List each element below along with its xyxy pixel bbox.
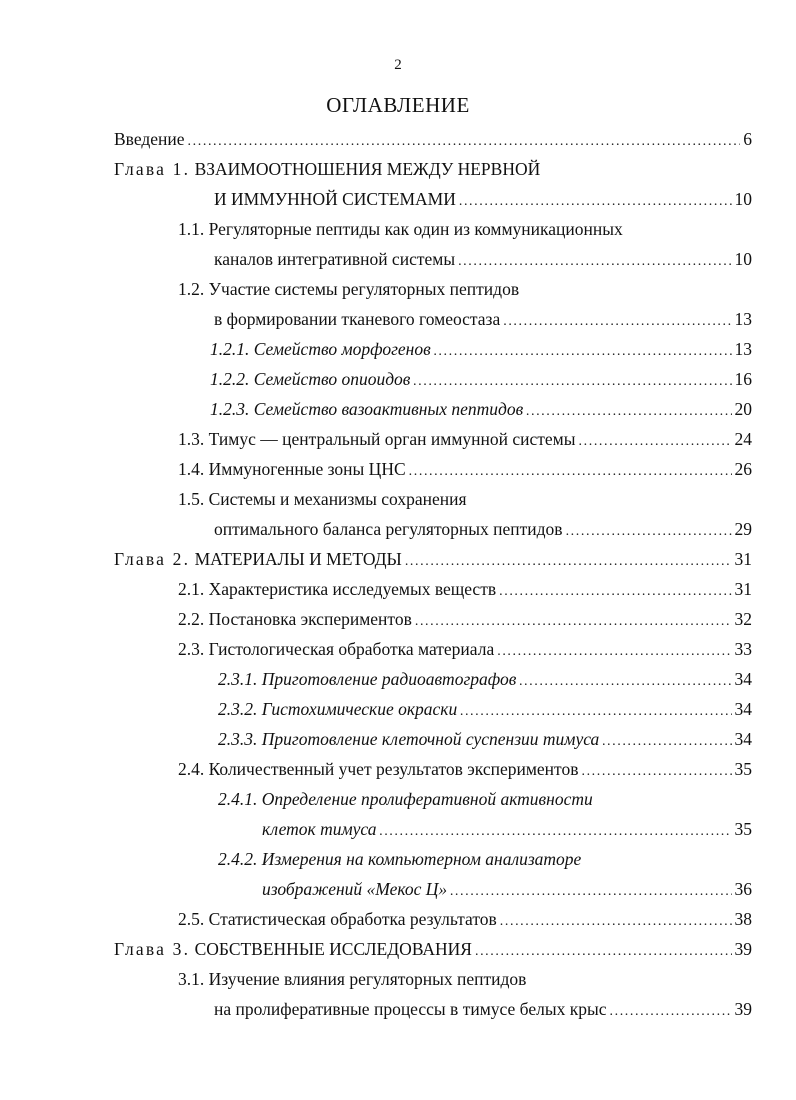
toc-entry-text: 2.3. Гистологическая обработка материала <box>178 639 495 659</box>
toc-entry-page: 13 <box>734 309 752 329</box>
toc-entry-page: 32 <box>734 609 752 629</box>
toc-entry-page: 6 <box>743 129 752 149</box>
toc-entry-page: 26 <box>734 459 752 479</box>
toc-entry-page: 24 <box>734 429 752 449</box>
toc-entry-text: 2.4. Количественный учет результатов экспериментов <box>178 759 579 779</box>
dot-leader <box>379 820 731 844</box>
dot-leader <box>458 250 731 274</box>
toc-entry-text: ВЗАИМООТНОШЕНИЯ МЕЖДУ НЕРВНОЙ <box>194 159 541 179</box>
toc-entry-text: И ИММУННОЙ СИСТЕМАМИ <box>214 189 456 209</box>
toc-entry-1-2[interactable] <box>178 277 519 301</box>
toc-entry-chapter-1-cont[interactable] <box>214 187 752 211</box>
toc-entry-text: 1.2.3. Семейство вазоактивных пептидов <box>210 399 524 419</box>
dot-leader <box>475 940 732 964</box>
toc-entry-3-1[interactable] <box>178 967 526 991</box>
toc-entry-page: 34 <box>734 699 752 719</box>
toc-entry-page: 34 <box>734 729 752 749</box>
toc-entry-page: 16 <box>734 369 752 389</box>
toc-entry-text: 1.2. Участие системы регуляторных пептидов <box>178 279 520 299</box>
toc-entry-page: 35 <box>734 759 752 779</box>
toc-entry-text: 1.5. Системы и механизмы сохранения <box>178 489 467 509</box>
toc-entry-text: Введение <box>114 129 185 149</box>
toc-entry-2-3-3[interactable] <box>218 727 752 751</box>
toc-entry-text: каналов интегративной системы <box>214 249 456 269</box>
dot-leader <box>503 310 731 334</box>
dot-leader <box>415 610 732 634</box>
toc-entry-text: 2.3.1. Приготовление радиоавтографов <box>218 669 517 689</box>
toc-entry-2-4[interactable] <box>178 757 752 781</box>
toc-entry-page: 36 <box>734 879 752 899</box>
toc-entry-text: 1.2.1. Семейство морфогенов <box>210 339 431 359</box>
toc-entry-page: 39 <box>734 939 752 959</box>
toc-entry-text: СОБСТВЕННЫЕ ИССЛЕДОВАНИЯ <box>194 939 472 959</box>
dot-leader <box>610 1000 732 1024</box>
toc-entry-1-5[interactable] <box>178 487 467 511</box>
dot-leader <box>602 730 731 754</box>
dot-leader <box>413 370 731 394</box>
toc-entry-chapter-3[interactable] <box>114 937 752 961</box>
dot-leader <box>409 460 732 484</box>
toc-entry-2-1[interactable] <box>178 577 752 601</box>
toc-entry-text: 2.4.1. Определение пролиферативной активности <box>218 789 593 809</box>
toc-entry-page: 20 <box>734 399 752 419</box>
toc-entry-2-4-2[interactable] <box>218 847 581 871</box>
dot-leader <box>581 760 731 784</box>
toc-entry-2-3-1[interactable] <box>218 667 752 691</box>
toc-entry-introduction[interactable] <box>114 127 752 151</box>
toc-entry-text: 1.2.2. Семейство опиоидов <box>210 369 411 389</box>
toc-entry-1-2-2[interactable] <box>210 367 752 391</box>
dot-leader <box>500 910 732 934</box>
toc-entry-2-5[interactable] <box>178 907 752 931</box>
toc-entry-1-1-cont[interactable] <box>214 247 752 271</box>
toc-entry-2-4-1[interactable] <box>218 787 593 811</box>
toc-entry-1-2-1[interactable] <box>210 337 752 361</box>
toc-entry-2-2[interactable] <box>178 607 752 631</box>
dot-leader <box>460 700 731 724</box>
dot-leader <box>405 550 732 574</box>
toc-entry-text: клеток тимуса <box>262 819 377 839</box>
toc-entry-1-2-cont[interactable] <box>214 307 752 331</box>
toc-entry-text: в формировании тканевого гомеостаза <box>214 309 501 329</box>
toc-entry-chapter-2[interactable] <box>114 547 752 571</box>
chapter-label: Глава 2. <box>114 549 191 569</box>
toc-entry-chapter-1[interactable] <box>114 157 540 181</box>
toc-entry-text: 2.4.2. Измерения на компьютерном анализаторе <box>218 849 582 869</box>
dot-leader <box>526 400 731 424</box>
toc-entry-2-3[interactable] <box>178 637 752 661</box>
dot-leader <box>450 880 731 904</box>
toc-entry-text: 2.5. Статистическая обработка результатов <box>178 909 497 929</box>
dot-leader <box>188 130 741 154</box>
toc-entry-text: 2.3.2. Гистохимические окраски <box>218 699 458 719</box>
toc-entry-page: 39 <box>734 999 752 1019</box>
chapter-label: Глава 3. <box>114 939 191 959</box>
dot-leader <box>566 520 732 544</box>
toc-entry-page: 29 <box>734 519 752 539</box>
toc-entry-text: 2.1. Характеристика исследуемых веществ <box>178 579 497 599</box>
dot-leader <box>459 190 732 214</box>
toc-entry-text: оптимального баланса регуляторных пептидов <box>214 519 563 539</box>
toc-entry-page: 38 <box>734 909 752 929</box>
dot-leader <box>497 640 731 664</box>
toc-entry-1-1[interactable] <box>178 217 623 241</box>
toc-entry-page: 10 <box>734 249 752 269</box>
dot-leader <box>579 430 732 454</box>
toc-entry-2-4-2-cont[interactable] <box>262 877 752 901</box>
toc-entry-text: 2.2. Постановка экспериментов <box>178 609 412 629</box>
dot-leader <box>434 340 732 364</box>
toc-entry-page: 13 <box>734 339 752 359</box>
toc-entry-page: 31 <box>734 579 752 599</box>
toc-entry-text: 1.4. Иммуногенные зоны ЦНС <box>178 459 406 479</box>
toc-entry-1-4[interactable] <box>178 457 752 481</box>
toc-entry-page: 33 <box>734 639 752 659</box>
chapter-label: Глава 1. <box>114 159 191 179</box>
toc-entry-text: изображений «Мекос Ц» <box>262 879 448 899</box>
toc-entry-text: 1.3. Тимус — центральный орган иммунной системы <box>178 429 576 449</box>
toc-entry-3-1-cont[interactable] <box>214 997 752 1021</box>
page-number: 2 <box>394 57 402 73</box>
toc-entry-1-3[interactable] <box>178 427 752 451</box>
toc-entry-text: 1.1. Регуляторные пептиды как один из коммуникационных <box>178 219 623 239</box>
toc-entry-2-3-2[interactable] <box>218 697 752 721</box>
toc-entry-page: 10 <box>734 189 752 209</box>
toc-entry-page: 35 <box>734 819 752 839</box>
toc-entry-1-2-3[interactable] <box>210 397 752 421</box>
toc-entry-text: на пролиферативные процессы в тимусе белых крыс <box>214 999 607 1019</box>
dot-leader <box>519 670 731 694</box>
dot-leader <box>499 580 731 604</box>
toc-entry-1-5-cont[interactable] <box>214 517 752 541</box>
toc-title: ОГЛАВЛЕНИЕ <box>326 93 470 117</box>
toc-entry-text: МАТЕРИАЛЫ И МЕТОДЫ <box>194 549 402 569</box>
toc-entry-2-4-1-cont[interactable] <box>262 817 752 841</box>
toc-entry-text: 2.3.3. Приготовление клеточной суспензии тимуса <box>218 729 600 749</box>
toc-entry-text: 3.1. Изучение влияния регуляторных пептидов <box>178 969 527 989</box>
toc-entry-page: 34 <box>734 669 752 689</box>
toc-entry-page: 31 <box>734 549 752 569</box>
